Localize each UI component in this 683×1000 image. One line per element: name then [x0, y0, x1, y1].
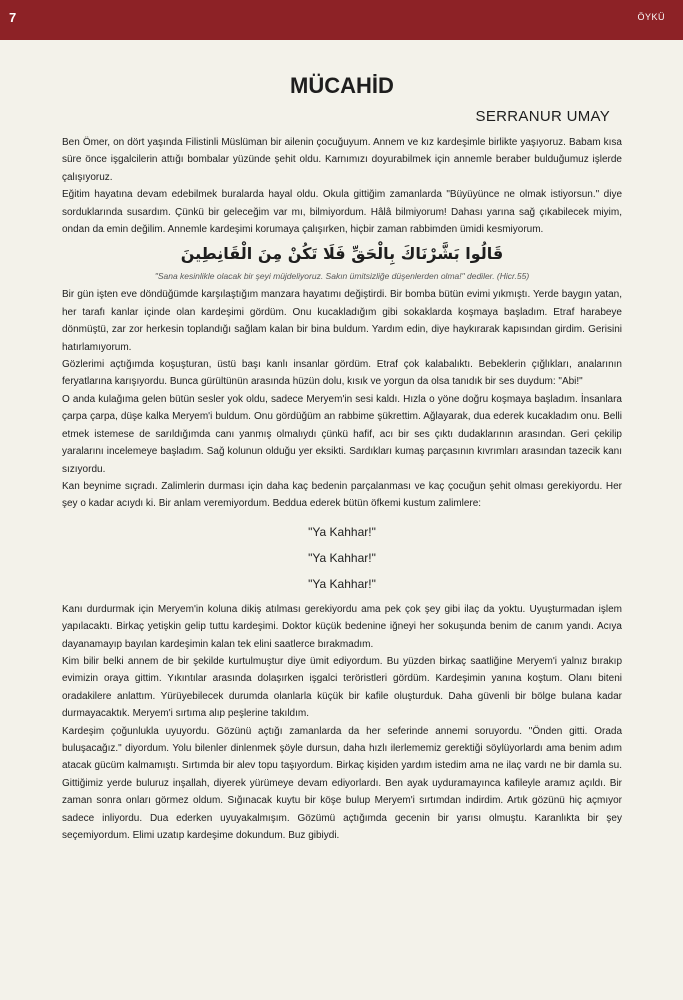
paragraph: Ben Ömer, on dört yaşında Filistinli Müslüman bir ailenin çocuğuyum. Annem ve kız kardeşimle birlikte yaşıyoruz. Babam kısa süre önce işgalcilerin attığı bombalar yüzünde şehit oldu. Karnımızı doyurabilmek için annemle beraber bulduğumuz işlerde çalışıyoruz. [62, 137, 622, 183]
paragraph: Kan beynime sıçradı. Zalimlerin durması için daha kaç bedenin parçalanması ve kaç çocuğun şehit olması gerekiyordu. Her şey o kadar acıydı ki. Bir anlam veremiyordum. Beddua ederek bütün öfkemi kustum zalimlere: [62, 480, 622, 510]
cry-line: "Ya Kahhar!" [308, 576, 376, 591]
paragraph: Gözlerimi açtığımda koşuşturan, üstü başı kanlı insanlar gördüm. Etraf çok kalabalıktı. Bebeklerin çığlıkları, analarının feryatlarına karışıyordu. Bunca gürültünün arasında hüzün dolu, kısık ve yorgun da olsa tanıdık bir ses duydum: "Abi!" [62, 359, 622, 388]
paragraph: Kim bilir belki annem de bir şekilde kurtulmuştur diye ümit ediyordum. Bu yüzden birkaç saatliğine Meryem'i yalnız bırakıp evimizin oraya gittim. Yıkıntılar arasında dolaşırken işgalci teröristleri gördüm. Kardeşimin yanına koştum. Olanı biteni oradakilere anlattım. Yürüyebilecek durumda olanlarla küçük bir kafile oluşturduk. Daha güvenli bir bölge bulana kadar durmayacaktık. Meryem'i sırtıma alıp peşlerine takıldım. [62, 655, 622, 720]
article [62, 70, 622, 844]
header-bar [0, 0, 683, 40]
verse-arabic: قَالُوا بَشَّرْنَاكَ بِالْحَقِّ فَلَا تَكُنْ مِنَ الْقَانِطِينَ [180, 244, 504, 264]
paragraph: Kanı durdurmak için Meryem'in koluna dikiş atılması gerekiyordu ama pek çok şey gibi ilaç da yoktu. Uyuşturmadan işlem yapılacaktı. Birkaç yetişkin gelip tuttu kardeşimi. Doktor küçük bedenine iğneyi her sokuşunda benim de canım yandı. Acıya dayanamayıp bayılan kardeşimin kalan tek elini saatlerce bırakmadım. [62, 603, 622, 650]
page-number: 7 [9, 10, 17, 25]
cry-line: "Ya Kahhar!" [308, 524, 376, 539]
cry-line: "Ya Kahhar!" [308, 550, 376, 565]
paragraph: Bir gün işten eve döndüğümde karşılaştığım manzara hayatımı değiştirdi. Bir bomba bütün evimi yıkmıştı. Yerde baygın yatan, her tarafı kanlar içinde olan kardeşimi gördüm. Onu kucakladığım gibi sokaklarda koşmaya başladım. Etraf harabeye dönmüştü, zar zor herkesin toplandığı sağlam kalan bir bina buldum. Yardım edin, diye haykırarak kapısından girdim. Gerisini hatırlamıyorum. [62, 289, 622, 353]
section-label: ÖYKÜ [637, 12, 665, 22]
paragraph: O anda kulağıma gelen bütün sesler yok oldu, sadece Meryem'in sesi kaldı. Hızla o yöne doğru koşmaya başladım. İnsanlara çarpa çarpa, düşe kalka Meryem'i buldum. Onu gördüğüm an rabbime şükrettim. Ağlayarak, dua ederek kucakladım onu. Belli etmek istemese de sarıldığımda canı yanmış olmalıydı çünkü hafif, acı bir ses çıktı dudaklarının arasından. Geri çekilip yaralarını incelemeye başladım. Sağ kolunun olduğu yer eksikti. Sardıkları kumaş parçasının kıvrımları arasından tazecik kanı sızıyordu. [62, 393, 622, 475]
article-author: SERRANUR UMAY [475, 108, 610, 125]
article-title: MÜCAHİD [290, 73, 394, 98]
paragraph: Eğitim hayatına devam edebilmek buralarda hayal oldu. Okula gittiğim zamanlarda "Büyüyünce ne olmak istiyorsun." diye sorduklarında susardım. Çünkü bir geleceğim var mı, bilmiyordum. Hâlâ bilmiyorum! Dahası yarına sağ çıkabilecek miyim, ondan da emin değilim. Annemle kardeşimi korumaya çalışırken, hiçbir zaman rabbimden ümidi kesmiyorum. [62, 189, 622, 236]
paragraph: Kardeşim çoğunlukla uyuyordu. Gözünü açtığı zamanlarda da her seferinde annemi soruyordu. "Önden gitti. Orada buluşacağız." diyordum. Yolu bilenler dinlenmek şöyle dursun, daha hızlı ilerlememiz gerektiği söylüyorlardı ama benim adım atacak gücüm kalmamıştı. Sırtımda bir alev topu taşıyordum. Birkaç kişiden yardım istedim ama ne ilaç vardı ne bir damla su. Gittiğimiz yerde buluruz inşallah, diyerek yürümeye devam ediyorlardı. Ben ayak uyduramayınca kafileyle aramız açıldı. Bir zaman sonra onları görmez oldum. Sığınacak kuytu bir köşe bulup Meryem'i sırtımdan indirdim. Artık gözünü hiç açmıyor sadece inliyordu. Dua ederken uyuyakalmışım. Gözümü açtığımda gecenin bir yarısı olmuştu. Karanlıkta bir şey seçemiyordum. Elimi uzatıp kardeşime dokundum. Buz gibiydi. [62, 725, 622, 841]
verse-translation: "Sana kesinlikle olacak bir şeyi müjdeliyoruz. Sakın ümitsizliğe düşenlerden olma!" dediler. (Hicr.55) [154, 271, 530, 282]
